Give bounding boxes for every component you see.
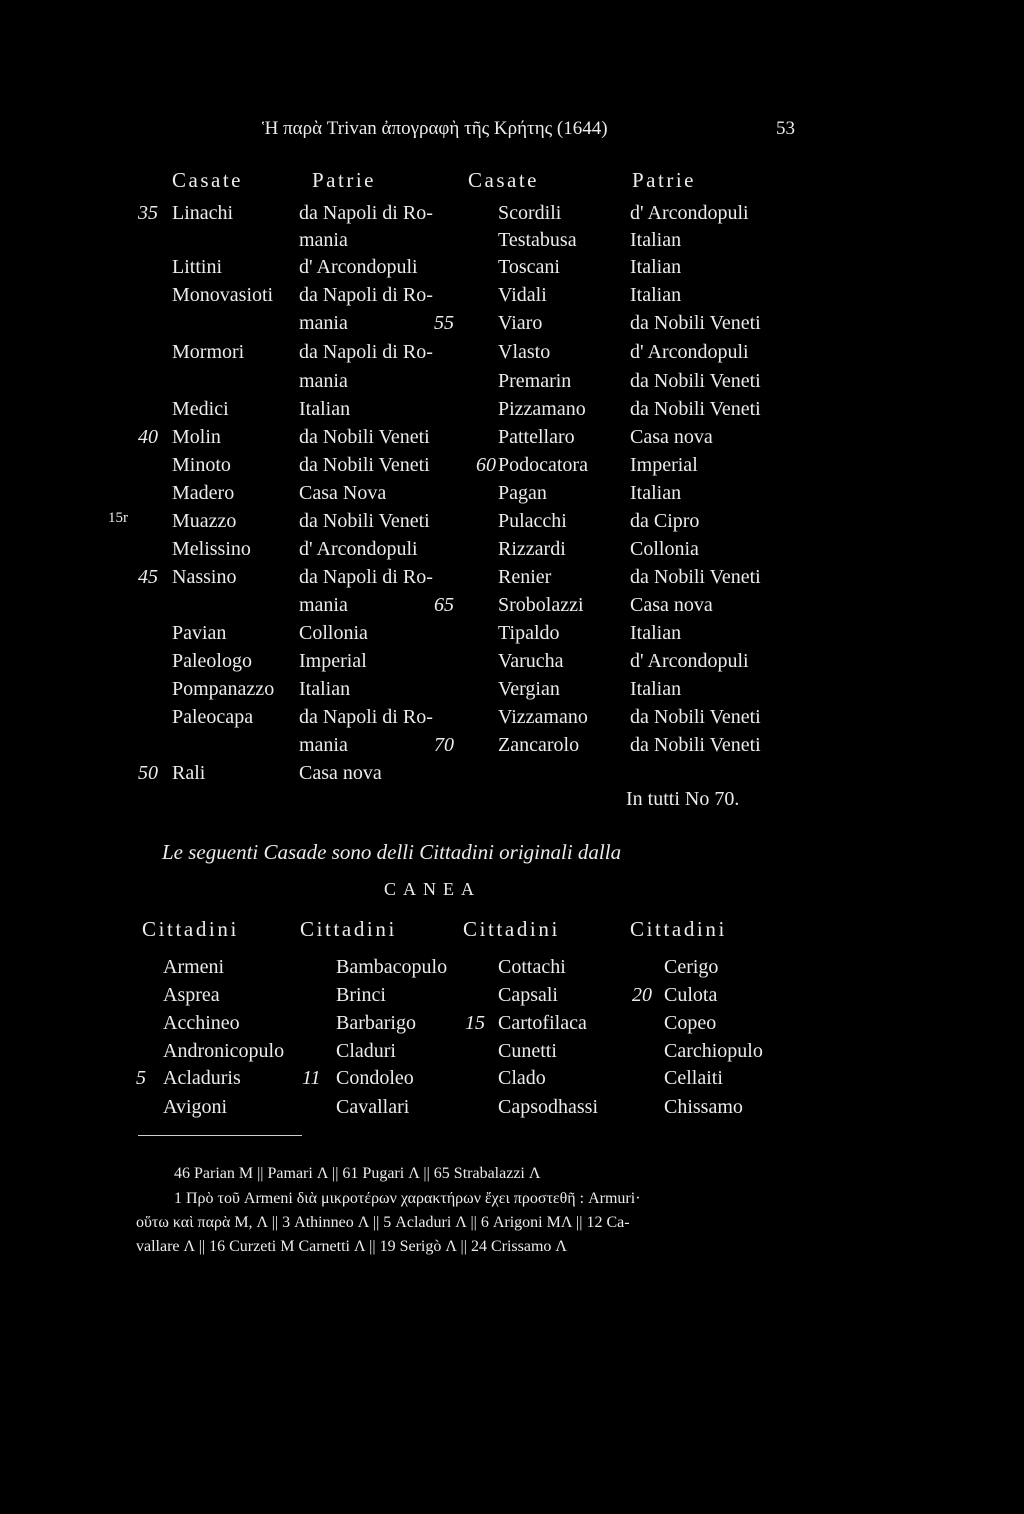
column-header-cittadini-3: Cittadini — [463, 917, 560, 941]
table-row — [0, 1012, 1024, 1039]
family-name: Vidali — [498, 284, 547, 306]
table-row — [0, 229, 1024, 256]
column-header-patrie-2: Patrie — [632, 168, 696, 192]
family-name: Minoto — [172, 454, 231, 476]
family-origin: da Napoli di Ro- — [299, 706, 433, 728]
family-origin: Italian — [299, 678, 351, 700]
family-name: Rizzardi — [498, 538, 566, 560]
family-name: Viaro — [498, 312, 543, 334]
family-name: Monovasioti — [172, 284, 274, 306]
table-row — [0, 566, 1024, 593]
family-origin: da Nobili Veneti — [630, 370, 761, 392]
citizen-name: Barbarigo — [336, 1012, 416, 1034]
family-origin: mania — [299, 594, 348, 616]
family-name: Muazzo — [172, 510, 237, 532]
family-origin: Casa nova — [299, 762, 382, 784]
line-number: 40 — [138, 426, 158, 448]
column-header-cittadini-2: Cittadini — [300, 917, 397, 941]
family-origin: da Nobili Veneti — [630, 734, 761, 756]
citizen-name: Cellaiti — [664, 1067, 723, 1089]
citizen-name: Bambacopulo — [336, 956, 448, 978]
table-row — [0, 1040, 1024, 1067]
family-name: Melissino — [172, 538, 251, 560]
family-origin: Italian — [630, 229, 682, 251]
family-name: Tipaldo — [498, 622, 560, 644]
citizen-name: Capsali — [498, 984, 558, 1006]
section-intro: Le seguenti Casade sono delli Cittadini originali dalla — [162, 840, 622, 864]
family-name: Vergian — [498, 678, 560, 700]
family-origin: da Nobili Veneti — [630, 566, 761, 588]
family-origin: mania — [299, 312, 348, 334]
table-row — [0, 762, 1024, 789]
line-number: 55 — [434, 312, 454, 334]
family-name: Zancarolo — [498, 734, 580, 756]
family-origin: da Nobili Veneti — [630, 706, 761, 728]
family-origin: Italian — [630, 482, 682, 504]
family-name: Pulacchi — [498, 510, 567, 532]
family-name: Paleocapa — [172, 706, 254, 728]
family-origin: Imperial — [630, 454, 698, 476]
family-origin: d' Arcondopuli — [299, 538, 418, 560]
family-name: Scordili — [498, 202, 562, 224]
family-name: Pattellaro — [498, 426, 575, 448]
table-row — [0, 202, 1024, 229]
family-origin: d' Arcondopuli — [630, 650, 749, 672]
table-row — [0, 454, 1024, 481]
family-name: Molin — [172, 426, 221, 448]
family-origin: mania — [299, 734, 348, 756]
family-origin: Collonia — [630, 538, 699, 560]
table-row — [0, 426, 1024, 453]
column-header-cittadini-4: Cittadini — [630, 917, 727, 941]
table-row — [0, 398, 1024, 425]
family-name: Pompanazzo — [172, 678, 275, 700]
citizen-name: Capsodhassi — [498, 1096, 598, 1118]
family-origin: da Nobili Veneti — [299, 454, 430, 476]
running-header: Ἡ παρὰ Trivan ἀπογραφὴ τῆς Κρήτης (1644) — [262, 118, 608, 139]
family-origin: Casa nova — [630, 426, 713, 448]
family-name: Vizzamano — [498, 706, 588, 728]
citizen-name: Acladuris — [163, 1067, 241, 1089]
table-row — [0, 622, 1024, 649]
family-name: Renier — [498, 566, 552, 588]
family-name: Pavian — [172, 622, 227, 644]
citizen-name: Carchiopulo — [664, 1040, 763, 1062]
family-name: Pagan — [498, 482, 547, 504]
footnote-divider — [138, 1135, 302, 1136]
family-name: Pizzamano — [498, 398, 586, 420]
family-origin: Italian — [630, 678, 682, 700]
table-row — [0, 284, 1024, 311]
family-name: Testabusa — [498, 229, 577, 251]
table-row — [0, 956, 1024, 983]
line-number: 65 — [434, 594, 454, 616]
family-name: Mormori — [172, 341, 245, 363]
line-number: 5 — [136, 1067, 146, 1089]
family-origin: Collonia — [299, 622, 368, 644]
citizen-name: Cartofilaca — [498, 1012, 587, 1034]
footnote-line: 46 Parian M || Pamari Λ || 61 Pugari Λ || 65 Strabalazzi Λ — [174, 1165, 541, 1182]
table-row — [0, 256, 1024, 283]
family-origin: da Nobili Veneti — [630, 312, 761, 334]
citizen-name: Armeni — [163, 956, 225, 978]
family-origin: da Napoli di Ro- — [299, 202, 433, 224]
family-name: Toscani — [498, 256, 560, 278]
family-origin: Imperial — [299, 650, 367, 672]
citizen-name: Cerigo — [664, 956, 719, 978]
citizen-name: Clado — [498, 1067, 546, 1089]
family-name: Medici — [172, 398, 229, 420]
family-origin: d' Arcondopuli — [630, 202, 749, 224]
table-row — [0, 650, 1024, 677]
citizen-name: Andronicopulo — [163, 1040, 285, 1062]
table-row — [0, 312, 1024, 339]
citizen-name: Claduri — [336, 1040, 396, 1062]
citizen-name: Copeo — [664, 1012, 717, 1034]
table-row — [0, 678, 1024, 705]
citizen-name: Acchineo — [163, 1012, 240, 1034]
total-count: In tutti No 70. — [626, 788, 740, 810]
family-origin: Italian — [630, 622, 682, 644]
table-row — [0, 1096, 1024, 1123]
table-row — [0, 594, 1024, 621]
line-number: 45 — [138, 566, 158, 588]
family-origin: Italian — [630, 256, 682, 278]
family-origin: da Napoli di Ro- — [299, 284, 433, 306]
citizen-name: Cottachi — [498, 956, 566, 978]
table-row — [0, 341, 1024, 368]
column-header-cittadini-1: Cittadini — [142, 917, 239, 941]
citizen-name: Brinci — [336, 984, 386, 1006]
family-origin: mania — [299, 229, 348, 251]
table-row — [0, 984, 1024, 1011]
family-origin: da Napoli di Ro- — [299, 566, 433, 588]
citizen-name: Asprea — [163, 984, 220, 1006]
line-number: 20 — [632, 984, 652, 1006]
footnote-line: vallare Λ || 16 Curzeti M Carnetti Λ || 19 Serigò Λ || 24 Crissamo Λ — [136, 1238, 567, 1255]
family-origin: Italian — [630, 284, 682, 306]
table-row — [0, 538, 1024, 565]
table-row — [0, 370, 1024, 397]
citizen-name: Chissamo — [664, 1096, 743, 1118]
family-name: Littini — [172, 256, 222, 278]
family-name: Varucha — [498, 650, 564, 672]
column-header-casate-1: Casate — [172, 168, 243, 192]
line-number: 15 — [465, 1012, 485, 1034]
citizen-name: Cavallari — [336, 1096, 410, 1118]
citizen-name: Condoleo — [336, 1067, 414, 1089]
section-city: CANEA — [384, 879, 481, 899]
table-row — [0, 734, 1024, 761]
family-name: Premarin — [498, 370, 572, 392]
footnote-line: οὕτω καὶ παρὰ M, Λ || 3 Athinneo Λ || 5 Acladuri Λ || 6 Arigoni MΛ || 12 Ca- — [136, 1214, 630, 1231]
column-header-patrie-1: Patrie — [312, 168, 376, 192]
line-number: 35 — [138, 202, 158, 224]
table-row — [0, 482, 1024, 509]
family-name: Podocatora — [498, 454, 588, 476]
page-number: 53 — [776, 118, 795, 139]
column-header-casate-2: Casate — [468, 168, 539, 192]
family-origin: da Napoli di Ro- — [299, 341, 433, 363]
citizen-name: Avigoni — [163, 1096, 228, 1118]
family-name: Rali — [172, 762, 206, 784]
family-origin: d' Arcondopuli — [630, 341, 749, 363]
family-name: Paleologo — [172, 650, 252, 672]
family-origin: da Nobili Veneti — [299, 510, 430, 532]
line-number: 70 — [434, 734, 454, 756]
line-number: 11 — [302, 1067, 321, 1089]
table-row — [0, 510, 1024, 537]
family-origin: Italian — [299, 398, 351, 420]
footnote-line: 1 Πρὸ τοῦ Armeni διὰ μικροτέρων χαρακτήρων ἔχει προστεθῆ : Armuri· — [174, 1190, 641, 1207]
family-origin: Casa Nova — [299, 482, 387, 504]
table-row — [0, 706, 1024, 733]
family-origin: mania — [299, 370, 348, 392]
family-name: Nassino — [172, 566, 237, 588]
family-name: Madero — [172, 482, 235, 504]
family-origin: d' Arcondopuli — [299, 256, 418, 278]
line-number: 50 — [138, 762, 158, 784]
family-origin: Casa nova — [630, 594, 713, 616]
family-origin: da Cipro — [630, 510, 700, 532]
table-row — [0, 1067, 1024, 1094]
citizen-name: Culota — [664, 984, 718, 1006]
family-name: Linachi — [172, 202, 234, 224]
margin-folio-note: 15r — [108, 510, 128, 526]
family-name: Vlasto — [498, 341, 551, 363]
line-number: 60 — [476, 454, 496, 476]
citizen-name: Cunetti — [498, 1040, 557, 1062]
family-origin: da Nobili Veneti — [299, 426, 430, 448]
family-name: Srobolazzi — [498, 594, 584, 616]
family-origin: da Nobili Veneti — [630, 398, 761, 420]
